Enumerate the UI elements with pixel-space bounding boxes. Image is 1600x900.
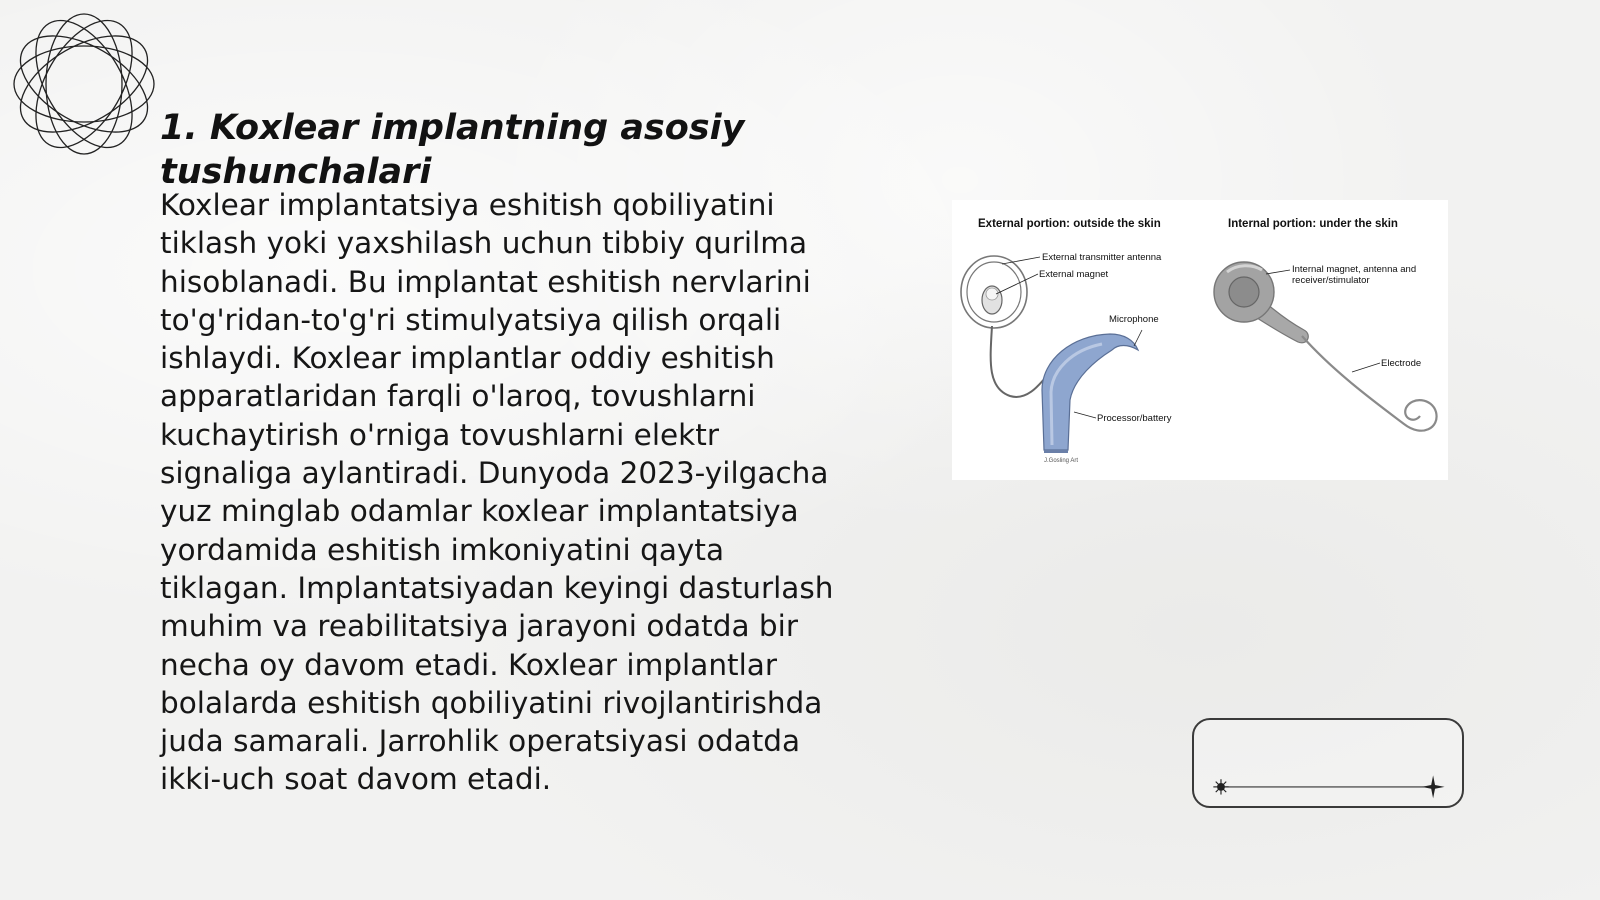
slide-title: 1. Koxlear implantning asosiy tushunchalari	[160, 108, 745, 192]
slide-body-text: Koxlear implantatsiya eshitish qobiliyatini tiklash yoki yaxshilash uchun tibbiy qurilma hisoblanadi. Bu implantat eshitish nervlarini to'g'ridan-to'g'ri stimulyatsiya qilish orqali ishlaydi. Koxlear implantlar oddiy eshitish apparatlaridan farqli o'laroq, tovushlarni kuchaytirish o'rniga tovushlarni elektr signaliga aylantiradi. Dunyoda 2023-yilgacha yuz minglab odamlar koxlear implantatsiya yordamida eshitish imkoniyatini qayta tiklagan. Implantatsiyadan keyingi dasturlash muhim va reabilitatsiya jarayoni odatda bir necha oy davom etadi. Koxlear implantlar bolalarda eshitish qobiliyatini rivojlantirishda juda samarali. Jarrohlik operatsiyasi odatda ikki-uch soat davom etadi.	[160, 188, 834, 797]
label-internal-1: Internal magnet, antenna and	[1292, 264, 1417, 275]
sun-icon	[1213, 779, 1228, 794]
heading-internal: Internal portion: under the skin	[1228, 218, 1398, 230]
label-electrode: Electrode	[1381, 358, 1422, 369]
label-processor: Processor/battery	[1097, 413, 1172, 424]
processor-shape	[1042, 334, 1138, 450]
label-microphone: Microphone	[1109, 314, 1159, 325]
circle-knot-icon	[10, 10, 158, 158]
cochlear-implant-diagram	[952, 200, 1448, 480]
label-antenna: External transmitter antenna	[1042, 252, 1162, 263]
label-internal-2: receiver/stimulator	[1292, 275, 1370, 286]
label-magnet: External magnet	[1039, 269, 1109, 280]
heading-external: External portion: outside the skin	[978, 218, 1161, 230]
svg-text:J.Gosling Art: J.Gosling Art	[1044, 458, 1079, 464]
sparkle-icon	[1422, 775, 1445, 798]
decorative-slider-card	[1192, 718, 1464, 808]
electrode-wire	[1302, 336, 1437, 431]
